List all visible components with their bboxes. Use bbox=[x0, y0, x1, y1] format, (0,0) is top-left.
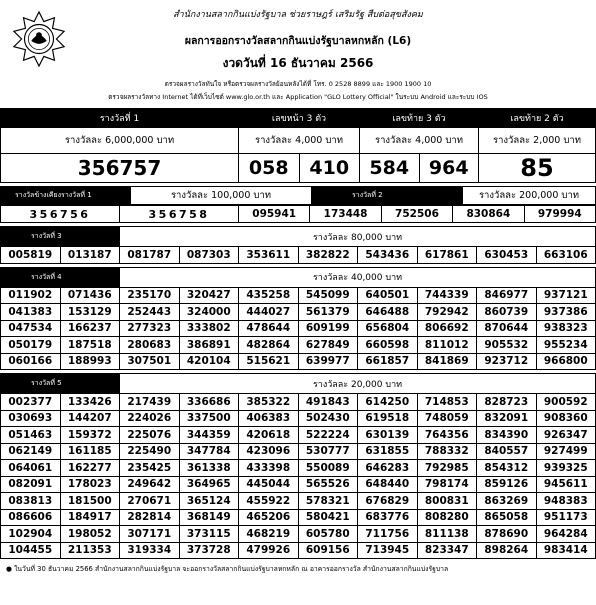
prize-number: 468219 bbox=[239, 526, 299, 543]
prize-number: 714853 bbox=[417, 394, 477, 411]
prize-number: 964284 bbox=[536, 526, 596, 543]
back3-number-2: 964 bbox=[428, 157, 469, 179]
number-row bbox=[1, 320, 596, 337]
prize-number: 455922 bbox=[239, 493, 299, 510]
back2-number: 85 bbox=[479, 154, 596, 183]
prize-number: 270671 bbox=[120, 493, 180, 510]
third-prize-table bbox=[0, 226, 596, 264]
prize-number: 811012 bbox=[417, 337, 477, 354]
prize-number: 863269 bbox=[477, 493, 537, 510]
number-row bbox=[1, 460, 596, 477]
prize-number: 578321 bbox=[298, 493, 358, 510]
second-prize-label: รางวัลที่ 2 bbox=[312, 187, 463, 205]
second-number-4: 830864 bbox=[453, 206, 524, 223]
prize-number: 166237 bbox=[60, 320, 120, 337]
prize-number: 373728 bbox=[179, 542, 239, 559]
fourth-prize-amount: รางวัลละ 40,000 บาท bbox=[120, 267, 596, 287]
prize-number: 224026 bbox=[120, 410, 180, 427]
prize-number: 630139 bbox=[358, 427, 418, 444]
near-number-1: 356756 bbox=[1, 206, 120, 223]
prize-number: 561379 bbox=[298, 304, 358, 321]
prize-number: 656804 bbox=[358, 320, 418, 337]
prize-number: 133426 bbox=[60, 394, 120, 411]
number-row bbox=[1, 287, 596, 304]
prize-number: 420618 bbox=[239, 427, 299, 444]
prize-number: 188993 bbox=[60, 353, 120, 370]
prize-number: 087303 bbox=[179, 247, 239, 264]
prize-number: 002377 bbox=[1, 394, 61, 411]
prize-number: 798174 bbox=[417, 476, 477, 493]
prize-number: 307501 bbox=[120, 353, 180, 370]
near-second-table bbox=[0, 186, 596, 205]
prize-number: 648440 bbox=[358, 476, 418, 493]
prize-number: 217439 bbox=[120, 394, 180, 411]
prize-number: 828723 bbox=[477, 394, 537, 411]
prize-number: 060166 bbox=[1, 353, 61, 370]
second-number-3: 752506 bbox=[381, 206, 452, 223]
prize-number: 005819 bbox=[1, 247, 61, 264]
prize-number: 225490 bbox=[120, 443, 180, 460]
prize-number: 543436 bbox=[358, 247, 418, 264]
prize-number: 841869 bbox=[417, 353, 477, 370]
prize-number: 011902 bbox=[1, 287, 61, 304]
prize-number: 030693 bbox=[1, 410, 61, 427]
prize-number: 937121 bbox=[536, 287, 596, 304]
prize-number: 277323 bbox=[120, 320, 180, 337]
prize-number: 324000 bbox=[179, 304, 239, 321]
number-row bbox=[1, 304, 596, 321]
prize-number: 162277 bbox=[60, 460, 120, 477]
prize-number: 823347 bbox=[417, 542, 477, 559]
prize-number: 385322 bbox=[239, 394, 299, 411]
prize-number: 945611 bbox=[536, 476, 596, 493]
near-number-2: 356758 bbox=[120, 206, 239, 223]
back3-amount: รางวัลละ 4,000 บาท bbox=[360, 128, 479, 154]
second-number-5: 979994 bbox=[524, 206, 595, 223]
prize-number: 235170 bbox=[120, 287, 180, 304]
prize-number: 386891 bbox=[179, 337, 239, 354]
prize-number: 041383 bbox=[1, 304, 61, 321]
prize-number: 051463 bbox=[1, 427, 61, 444]
prize-number: 491843 bbox=[298, 394, 358, 411]
prize-number: 630453 bbox=[477, 247, 537, 264]
prize-number: 433398 bbox=[239, 460, 299, 477]
number-row bbox=[1, 427, 596, 444]
prize-number: 627849 bbox=[298, 337, 358, 354]
prize-number: 382822 bbox=[298, 247, 358, 264]
check-phone-note: ตรวจผลรางวัลทันใจ หรือตรวจผลรางวัลย้อนหลังได้ที่ โทร. 0 2528 8899 และ 1900 1900 10 bbox=[164, 80, 432, 88]
prize-number: 252443 bbox=[120, 304, 180, 321]
front3-amount: รางวัลละ 4,000 บาท bbox=[239, 128, 360, 154]
prize-number: 102904 bbox=[1, 526, 61, 543]
prize-number: 661857 bbox=[358, 353, 418, 370]
prize-number: 870644 bbox=[477, 320, 537, 337]
prize-number: 832091 bbox=[477, 410, 537, 427]
prize-number: 927499 bbox=[536, 443, 596, 460]
prize-number: 565526 bbox=[298, 476, 358, 493]
prize-number: 764356 bbox=[417, 427, 477, 444]
number-row bbox=[1, 509, 596, 526]
prize-number: 792985 bbox=[417, 460, 477, 477]
prize-number: 937386 bbox=[536, 304, 596, 321]
prize-number: 478644 bbox=[239, 320, 299, 337]
check-online-note: ตรวจผลรางวัลทาง Internet ได้ที่เว็บไซต์ www.glo.or.th และ Application "GLO Lottery Official" ในระบบ Android และระบบ IOS bbox=[108, 93, 488, 101]
number-row bbox=[1, 410, 596, 427]
prize-number: 811138 bbox=[417, 526, 477, 543]
prize-number: 614250 bbox=[358, 394, 418, 411]
prize-number: 631855 bbox=[358, 443, 418, 460]
prize-number: 420104 bbox=[179, 353, 239, 370]
number-row bbox=[1, 493, 596, 510]
prize-number: 479926 bbox=[239, 542, 299, 559]
prize-number: 617861 bbox=[417, 247, 477, 264]
prize-number: 423096 bbox=[239, 443, 299, 460]
number-row bbox=[1, 542, 596, 559]
number-row bbox=[1, 526, 596, 543]
prize-number: 083813 bbox=[1, 493, 61, 510]
agency-line: สำนักงานสลากกินแบ่งรัฐบาล ช่วยราษฎร์ เสริมรัฐ สืบต่อสุขสังคม bbox=[173, 10, 423, 20]
prize-number: 249642 bbox=[120, 476, 180, 493]
prize-number: 646488 bbox=[358, 304, 418, 321]
prize-number: 609199 bbox=[298, 320, 358, 337]
back2-label: เลขท้าย 2 ตัว bbox=[479, 109, 596, 128]
prize-number: 926347 bbox=[536, 427, 596, 444]
third-prize-label: รางวัลที่ 3 bbox=[1, 227, 120, 247]
prize-number: 435258 bbox=[239, 287, 299, 304]
prize-number: 062149 bbox=[1, 443, 61, 460]
page-title: ผลการออกรางวัลสลากกินแบ่งรัฐบาลหกหลัก (L6) bbox=[184, 35, 412, 47]
prize-number: 361338 bbox=[179, 460, 239, 477]
prize-number: 211353 bbox=[60, 542, 120, 559]
prize-number: 064061 bbox=[1, 460, 61, 477]
prize-number: 444027 bbox=[239, 304, 299, 321]
fifth-prize-amount: รางวัลละ 20,000 บาท bbox=[120, 374, 596, 394]
back3-label: เลขท้าย 3 ตัว bbox=[360, 109, 479, 128]
prize-number: 955234 bbox=[536, 337, 596, 354]
prize-number: 225076 bbox=[120, 427, 180, 444]
prize-number: 364965 bbox=[179, 476, 239, 493]
prize-number: 081787 bbox=[120, 247, 180, 264]
prize-number: 320427 bbox=[179, 287, 239, 304]
prize-number: 515621 bbox=[239, 353, 299, 370]
prize-number: 854312 bbox=[477, 460, 537, 477]
fifth-prize-label: รางวัลที่ 5 bbox=[1, 374, 120, 394]
prize-number: 676829 bbox=[358, 493, 418, 510]
prize-number: 938323 bbox=[536, 320, 596, 337]
prize-number: 445044 bbox=[239, 476, 299, 493]
third-prize-numbers bbox=[1, 247, 596, 264]
prize-number: 465206 bbox=[239, 509, 299, 526]
prize-number: 373115 bbox=[179, 526, 239, 543]
prize-number: 280683 bbox=[120, 337, 180, 354]
second-number-1: 095941 bbox=[239, 206, 310, 223]
number-row bbox=[1, 443, 596, 460]
prize-number: 609156 bbox=[298, 542, 358, 559]
prize-number: 806692 bbox=[417, 320, 477, 337]
prize-number: 640501 bbox=[358, 287, 418, 304]
prize-number: 865058 bbox=[477, 509, 537, 526]
prize-number: 545099 bbox=[298, 287, 358, 304]
prize-number: 713945 bbox=[358, 542, 418, 559]
prize-number: 161185 bbox=[60, 443, 120, 460]
prize-number: 683776 bbox=[358, 509, 418, 526]
fourth-prize-numbers bbox=[1, 287, 596, 370]
second-prize-amount: รางวัลละ 200,000 บาท bbox=[463, 187, 596, 205]
first-prize-number: 356757 bbox=[1, 154, 239, 183]
prize-number: 840557 bbox=[477, 443, 537, 460]
prize-number: 082091 bbox=[1, 476, 61, 493]
prize-number: 336686 bbox=[179, 394, 239, 411]
prize-number: 086606 bbox=[1, 509, 61, 526]
prize-number: 144207 bbox=[60, 410, 120, 427]
prize-number: 337500 bbox=[179, 410, 239, 427]
prize-number: 939325 bbox=[536, 460, 596, 477]
prize-number: 047534 bbox=[1, 320, 61, 337]
prize-number: 663106 bbox=[536, 247, 596, 264]
prize-number: 347784 bbox=[179, 443, 239, 460]
fourth-prize-table bbox=[0, 267, 596, 371]
back3-numbers bbox=[360, 154, 479, 183]
prize-number: 646283 bbox=[358, 460, 418, 477]
back3-number-1: 584 bbox=[360, 154, 419, 182]
prize-number: 282814 bbox=[120, 509, 180, 526]
front3-number-2: 410 bbox=[309, 157, 350, 179]
prize-number: 983414 bbox=[536, 542, 596, 559]
prize-number: 900592 bbox=[536, 394, 596, 411]
front3-numbers bbox=[239, 154, 360, 183]
front3-number-1: 058 bbox=[239, 154, 299, 182]
prize-number: 898264 bbox=[477, 542, 537, 559]
prize-number: 482864 bbox=[239, 337, 299, 354]
prize-number: 319334 bbox=[120, 542, 180, 559]
prize-number: 406383 bbox=[239, 410, 299, 427]
number-row bbox=[1, 394, 596, 411]
prize-number: 792942 bbox=[417, 304, 477, 321]
prize-number: 365124 bbox=[179, 493, 239, 510]
prize-number: 333802 bbox=[179, 320, 239, 337]
prize-number: 181500 bbox=[60, 493, 120, 510]
footer-text: ในวันที่ 30 ธันวาคม 2566 สำนักงานสลากกินแบ่งรัฐบาล จะออกรางวัลสลากกินแบ่งรัฐบาลหกหลัก ณ อาคารออกรางวัล สำนักงานสลากกินแบ่งรัฐบาล bbox=[14, 565, 449, 573]
fifth-prize-table bbox=[0, 373, 596, 559]
prize-number: 605780 bbox=[298, 526, 358, 543]
prize-number: 187518 bbox=[60, 337, 120, 354]
prize-number: 013187 bbox=[60, 247, 120, 264]
first-prize-amount: รางวัลละ 6,000,000 บาท bbox=[1, 128, 239, 154]
prize-number: 307171 bbox=[120, 526, 180, 543]
prize-number: 788332 bbox=[417, 443, 477, 460]
prize-number: 923712 bbox=[477, 353, 537, 370]
number-row bbox=[1, 476, 596, 493]
fourth-prize-label: รางวัลที่ 4 bbox=[1, 267, 120, 287]
first-prize-label: รางวัลที่ 1 bbox=[1, 109, 239, 128]
prize-number: 353611 bbox=[239, 247, 299, 264]
near-prize-label: รางวัลข้างเคียงรางวัลที่ 1 bbox=[1, 187, 131, 205]
prize-number: 905532 bbox=[477, 337, 537, 354]
number-row bbox=[1, 337, 596, 354]
prize-number: 235425 bbox=[120, 460, 180, 477]
prize-number: 178023 bbox=[60, 476, 120, 493]
prize-number: 580421 bbox=[298, 509, 358, 526]
prize-number: 948383 bbox=[536, 493, 596, 510]
prize-number: 834390 bbox=[477, 427, 537, 444]
prize-number: 660598 bbox=[358, 337, 418, 354]
draw-date: งวดวันที่ 16 ธันวาคม 2566 bbox=[222, 56, 374, 70]
prize-number: 748059 bbox=[417, 410, 477, 427]
prize-number: 502430 bbox=[298, 410, 358, 427]
prize-number: 744339 bbox=[417, 287, 477, 304]
back2-amount: รางวัลละ 2,000 บาท bbox=[479, 128, 596, 154]
prize-number: 522224 bbox=[298, 427, 358, 444]
prize-number: 860739 bbox=[477, 304, 537, 321]
prize-number: 878690 bbox=[477, 526, 537, 543]
prize-number: 908360 bbox=[536, 410, 596, 427]
prize-number: 859126 bbox=[477, 476, 537, 493]
second-number-2: 173448 bbox=[310, 206, 381, 223]
prize-number: 639977 bbox=[298, 353, 358, 370]
prize-number: 951173 bbox=[536, 509, 596, 526]
prize-number: 530777 bbox=[298, 443, 358, 460]
prize-number: 198052 bbox=[60, 526, 120, 543]
prize-number: 050179 bbox=[1, 337, 61, 354]
near-second-numbers bbox=[0, 205, 596, 223]
number-row bbox=[1, 353, 596, 370]
footer-note: ● ในวันที่ 30 ธันวาคม 2566 สำนักงานสลากกินแบ่งรัฐบาล จะออกรางวัลสลากกินแบ่งรัฐบาลหกหลัก ณ อาคารออกรางวัล สำนักงานสลากกินแบ่งรัฐบาล bbox=[6, 565, 449, 573]
prize-number: 808280 bbox=[417, 509, 477, 526]
prize-number: 711756 bbox=[358, 526, 418, 543]
prize-number: 619518 bbox=[358, 410, 418, 427]
prize-number: 368149 bbox=[179, 509, 239, 526]
top-prizes-table bbox=[0, 108, 596, 183]
prize-number: 800831 bbox=[417, 493, 477, 510]
near-prize-amount: รางวัลละ 100,000 บาท bbox=[131, 187, 312, 205]
prize-number: 846977 bbox=[477, 287, 537, 304]
prize-number: 071436 bbox=[60, 287, 120, 304]
fifth-prize-numbers bbox=[1, 394, 596, 559]
prize-number: 966800 bbox=[536, 353, 596, 370]
header bbox=[0, 0, 596, 78]
prize-number: 153129 bbox=[60, 304, 120, 321]
front3-label: เลขหน้า 3 ตัว bbox=[239, 109, 360, 128]
number-row bbox=[1, 247, 596, 264]
prize-number: 159372 bbox=[60, 427, 120, 444]
prize-number: 344359 bbox=[179, 427, 239, 444]
prize-number: 184917 bbox=[60, 509, 120, 526]
prize-number: 550089 bbox=[298, 460, 358, 477]
third-prize-amount: รางวัลละ 80,000 บาท bbox=[120, 227, 596, 247]
prize-number: 104455 bbox=[1, 542, 61, 559]
